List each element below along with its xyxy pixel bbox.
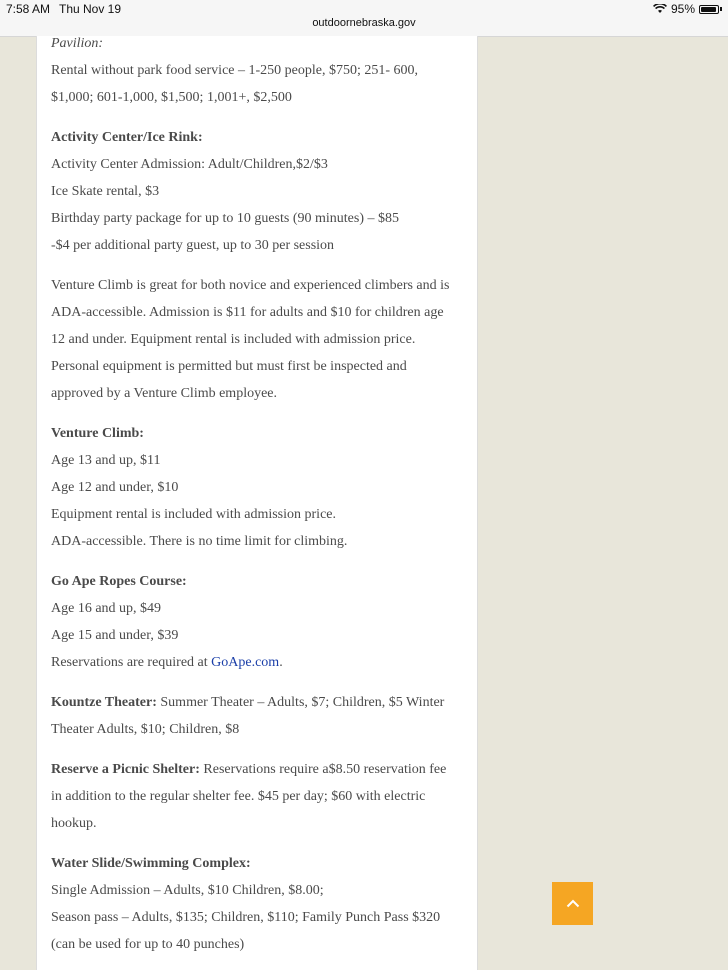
goape-reserve-prefix: Reservations are required at [51, 655, 212, 670]
wifi-icon [653, 4, 667, 14]
picnic-line: in addition to the regular shelter fee. $45 per day; $60 with electric [51, 789, 426, 804]
battery-tip [720, 7, 722, 11]
status-date: Thu Nov 19 [59, 2, 122, 16]
venture-paragraph-line: Venture Climb is great for both novice and experienced climbers and is [51, 278, 450, 293]
address-bar-url[interactable]: outdoornebraska.gov [312, 17, 416, 29]
status-time: 7:58 AM [6, 2, 51, 16]
back-to-top-button[interactable] [552, 882, 593, 925]
kountze-heading: Kountze Theater: [51, 695, 157, 710]
venture-paragraph-line: ADA-accessible. Admission is $11 for adults and $10 for children age [51, 305, 444, 320]
picnic-line: hookup. [51, 816, 97, 831]
status-indicators [653, 2, 722, 16]
goape-link[interactable]: GoApe.com [211, 655, 280, 670]
text-column [51, 36, 471, 958]
kountze-line: Theater Adults, $10; Children, $8 [51, 722, 240, 737]
pavilion-label: Pavilion: [51, 36, 104, 51]
venture-paragraph-line: 12 and under. Equipment rental is included with admission price. [51, 332, 416, 347]
battery-percent: 95% [670, 2, 695, 16]
venture-line: ADA-accessible. There is no time limit for climbing. [51, 534, 348, 549]
activity-line: Ice Skate rental, $3 [51, 184, 160, 199]
activity-heading: Activity Center/Ice Rink: [51, 130, 203, 145]
venture-line: Age 12 and under, $10 [51, 480, 179, 495]
article-content [36, 36, 478, 970]
kountze-line [51, 689, 471, 716]
goape-line: Age 16 and up, $49 [51, 601, 162, 616]
water-line: Season pass – Adults, $135; Children, $110; Family Punch Pass $320 [51, 910, 441, 925]
water-line: (can be used for up to 40 punches) [51, 937, 245, 952]
battery-icon [699, 5, 719, 14]
water-heading: Water Slide/Swimming Complex: [51, 856, 251, 871]
picnic-heading: Reserve a Picnic Shelter: [51, 762, 200, 777]
goape-heading: Go Ape Ropes Course: [51, 574, 187, 589]
venture-line: Age 13 and up, $11 [51, 453, 161, 468]
venture-paragraph-line: Personal equipment is permitted but must first be inspected and [51, 359, 407, 374]
goape-reserve-suffix: . [279, 655, 283, 670]
chevron-up-icon [566, 899, 580, 908]
picnic-line [51, 756, 471, 783]
venture-paragraph-line: approved by a Venture Climb employee. [51, 386, 278, 401]
pavilion-line: $1,000; 601-1,000, $1,500; 1,001+, $2,500 [51, 90, 292, 105]
goape-reservation-line [51, 649, 471, 676]
water-line: Single Admission – Adults, $10 Children, $8.00; [51, 883, 324, 898]
venture-line: Equipment rental is included with admission price. [51, 507, 336, 522]
pavilion-line: Rental without park food service – 1-250 people, $750; 251- 600, [51, 63, 419, 78]
activity-line: Birthday party package for up to 10 guests (90 minutes) – $85 [51, 211, 399, 226]
venture-heading: Venture Climb: [51, 426, 144, 441]
activity-line: -$4 per additional party guest, up to 30 per session [51, 238, 335, 253]
goape-line: Age 15 and under, $39 [51, 628, 179, 643]
activity-line: Activity Center Admission: Adult/Children,$2/$3 [51, 157, 328, 172]
picnic-text: Reservations require a$8.50 reservation fee [199, 762, 447, 777]
kountze-text: Summer Theater – Adults, $7; Children, $5 Winter [156, 695, 445, 710]
